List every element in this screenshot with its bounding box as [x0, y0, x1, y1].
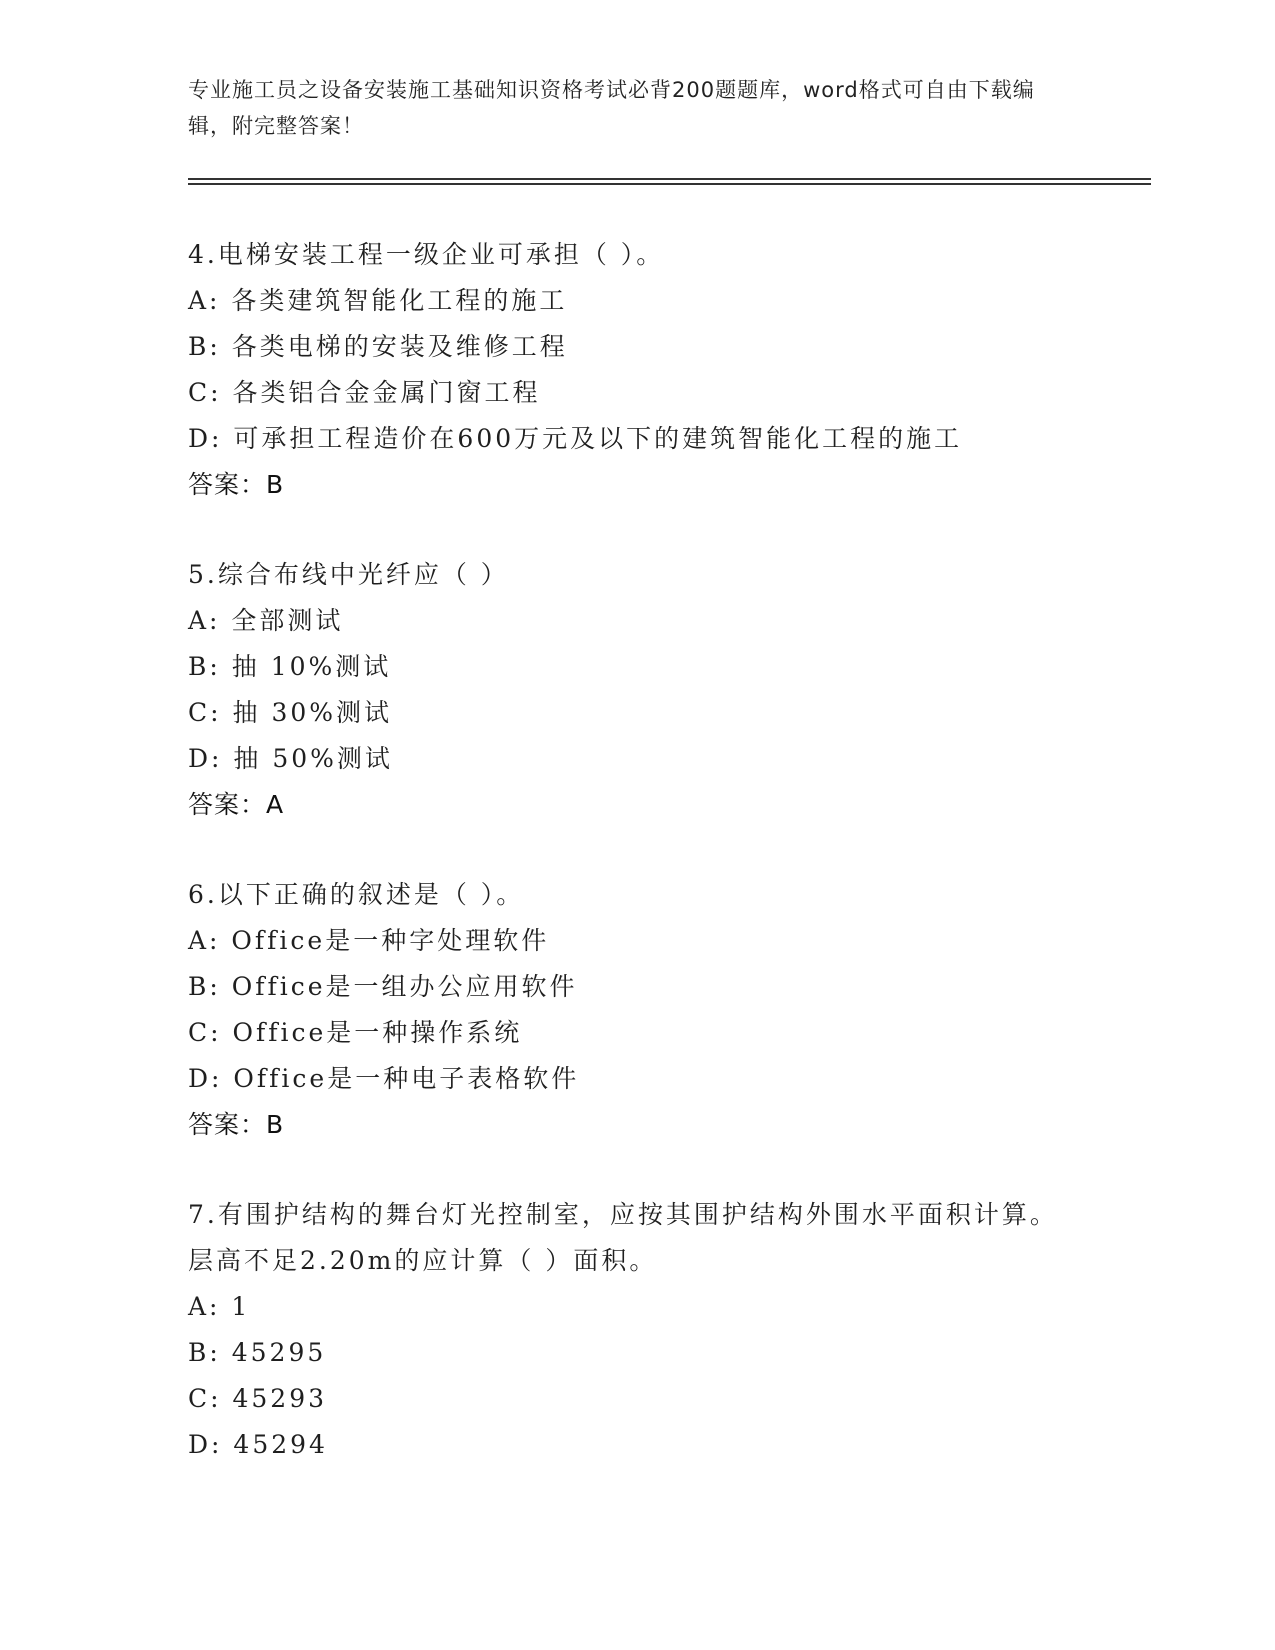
header-divider-top — [188, 178, 1151, 180]
question-7 — [188, 1192, 1088, 1468]
question-4 — [188, 232, 1088, 508]
option-a: A: Office是一种字处理软件 — [188, 926, 550, 955]
option-c: C: 45293 — [188, 1384, 328, 1413]
question-stem: 5.综合布线中光纤应（ ） — [188, 560, 509, 589]
option-c: C: Office是一种操作系统 — [188, 1018, 523, 1047]
option-a: A: 全部测试 — [188, 606, 344, 635]
document-title: 专业施工员之设备安装施工基础知识资格考试必背200题题库，word格式可自由下载编辑，附完整答案！ — [188, 78, 1035, 138]
option-c: C: 抽 30%测试 — [188, 698, 393, 727]
answer-label: 答案：B — [188, 470, 285, 499]
answer-label: 答案：B — [188, 1110, 285, 1139]
question-5 — [188, 552, 1088, 828]
option-b: B: 45295 — [188, 1338, 327, 1367]
option-c: C: 各类铝合金金属门窗工程 — [188, 378, 541, 407]
option-a: A: 1 — [188, 1292, 251, 1321]
option-d: D: 抽 50%测试 — [188, 744, 393, 773]
option-b: B: Office是一组办公应用软件 — [188, 972, 578, 1001]
question-stem: 4.电梯安装工程一级企业可承担（ ）。 — [188, 240, 665, 269]
option-b: B: 抽 10%测试 — [188, 652, 392, 681]
header-divider-bottom — [188, 183, 1151, 185]
answer-label: 答案：A — [188, 790, 285, 819]
question-stem: 6.以下正确的叙述是（ ）。 — [188, 880, 525, 909]
option-a: A: 各类建筑智能化工程的施工 — [188, 286, 568, 315]
option-d: D: 可承担工程造价在600万元及以下的建筑智能化工程的施工 — [188, 424, 963, 453]
document-header — [188, 72, 1068, 144]
question-stem: 7.有围护结构的舞台灯光控制室，应按其围护结构外围水平面积计算。层高不足2.20m的应计算（ ）面积。 — [188, 1200, 1058, 1275]
question-6 — [188, 872, 1088, 1148]
option-d: D: 45294 — [188, 1430, 328, 1459]
option-d: D: Office是一种电子表格软件 — [188, 1064, 580, 1093]
option-b: B: 各类电梯的安装及维修工程 — [188, 332, 568, 361]
